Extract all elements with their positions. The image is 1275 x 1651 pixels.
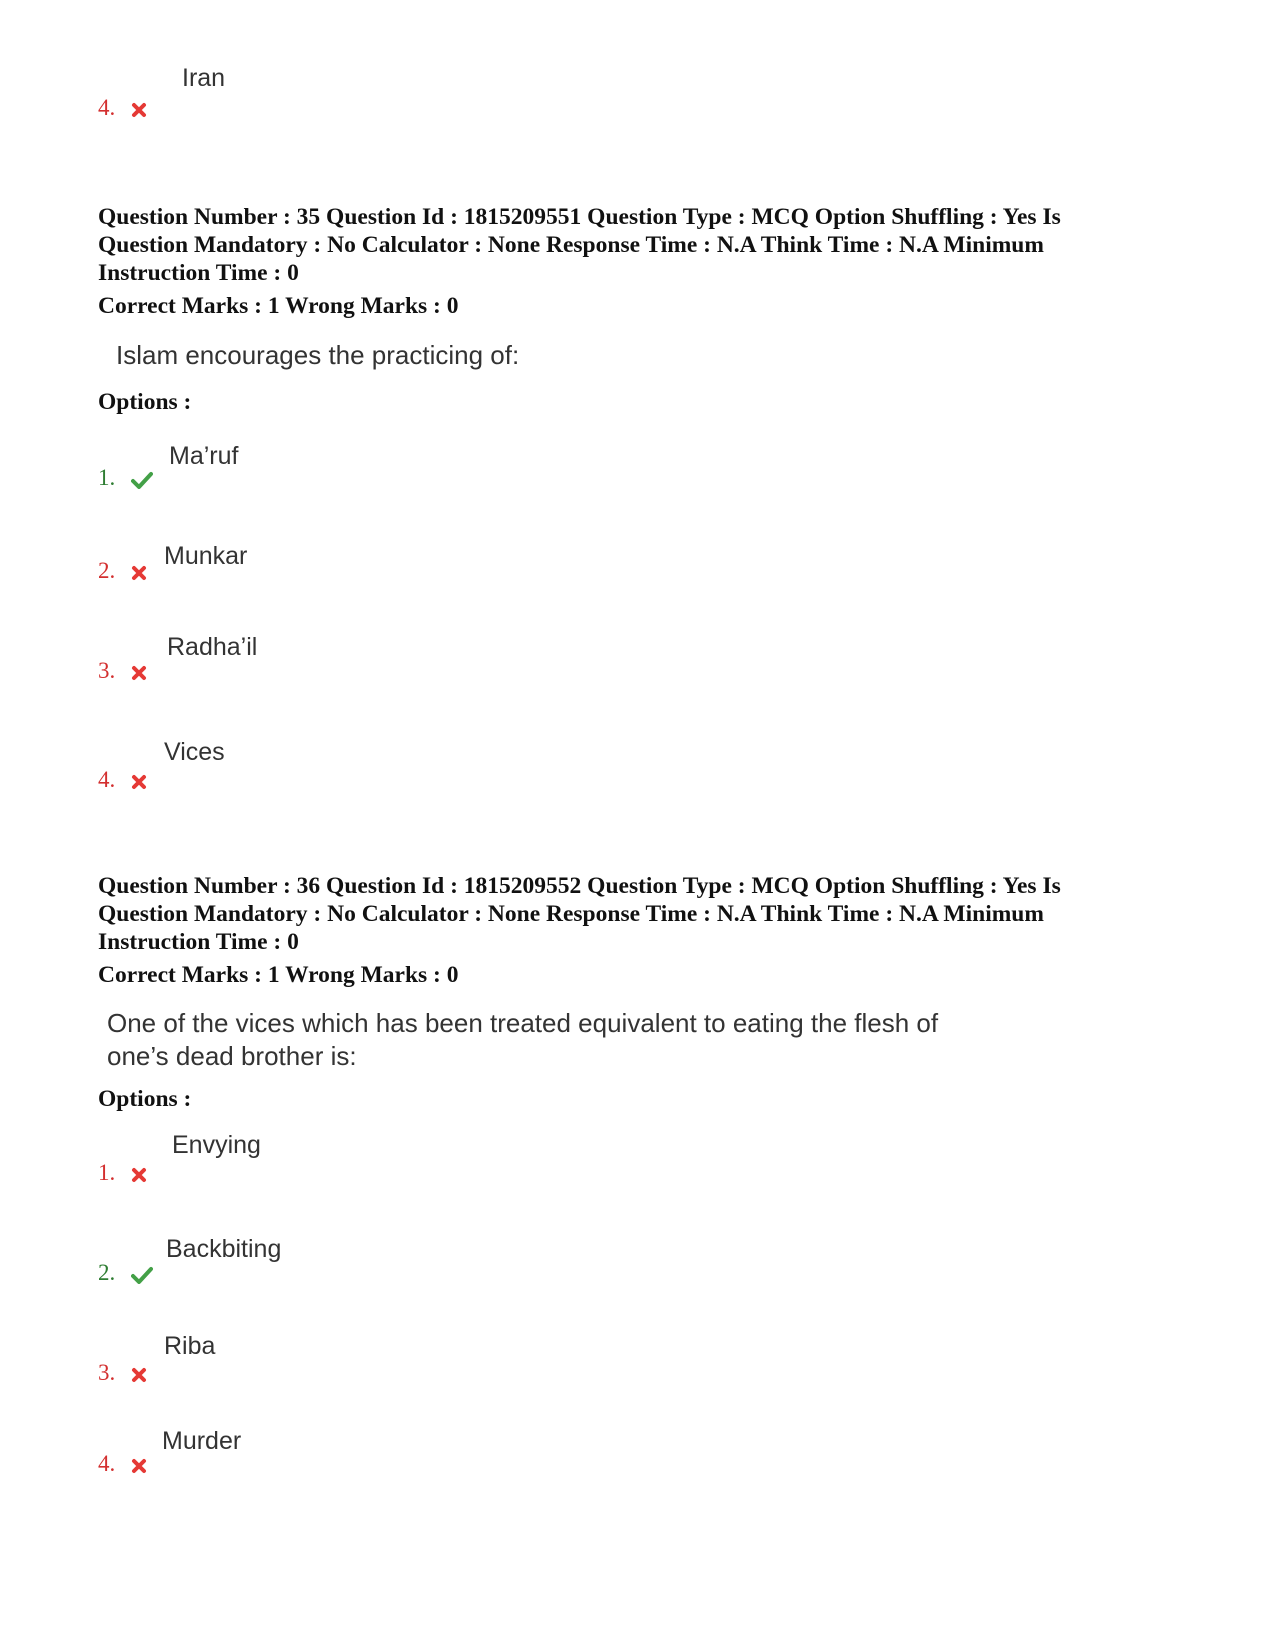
question-36-text <box>107 1007 1167 1073</box>
meta-line: Question Number : 36 Question Id : 1815209552 Question Type : MCQ Option Shuffling : Yes Is <box>98 873 1061 899</box>
option-text: Radha’il <box>167 633 258 661</box>
options-title: Options : <box>98 389 192 415</box>
question-36-meta <box>98 872 1178 956</box>
question-line: one’s dead brother is: <box>107 1041 357 1071</box>
option-row <box>98 95 147 121</box>
option-text: Murder <box>162 1427 242 1455</box>
option-row <box>98 1260 153 1286</box>
option-row <box>98 1451 147 1477</box>
wrong-x-icon <box>131 565 147 581</box>
option-number: 2. <box>98 558 116 583</box>
option-number: 4. <box>98 767 116 792</box>
option-text: Vices <box>164 738 225 766</box>
question-35-marks: Correct Marks : 1 Wrong Marks : 0 <box>98 293 459 319</box>
meta-line: Question Mandatory : No Calculator : None Response Time : N.A Think Time : N.A Minimum <box>98 232 1044 258</box>
wrong-x-icon <box>131 774 147 790</box>
option-row <box>98 658 147 684</box>
question-36-marks: Correct Marks : 1 Wrong Marks : 0 <box>98 962 459 988</box>
option-number: 1. <box>98 465 116 490</box>
wrong-x-icon <box>131 102 147 118</box>
option-text: Iran <box>182 64 226 92</box>
option-number: 4. <box>98 1451 116 1476</box>
question-35-meta <box>98 203 1178 287</box>
question-35-text: Islam encourages the practicing of: <box>116 340 520 370</box>
meta-line: Question Mandatory : No Calculator : None Response Time : N.A Think Time : N.A Minimum <box>98 901 1044 927</box>
option-text: Backbiting <box>166 1235 282 1263</box>
option-text: Munkar <box>164 542 248 570</box>
correct-check-icon <box>131 471 153 489</box>
option-row <box>98 558 147 584</box>
wrong-x-icon <box>131 1167 147 1183</box>
question-line: One of the vices which has been treated equivalent to eating the flesh of <box>107 1008 939 1038</box>
option-text: Riba <box>164 1332 216 1360</box>
meta-line: Question Number : 35 Question Id : 1815209551 Question Type : MCQ Option Shuffling : Yes Is <box>98 204 1061 230</box>
meta-line: Instruction Time : 0 <box>98 929 299 955</box>
wrong-x-icon <box>131 1367 147 1383</box>
option-number: 3. <box>98 658 116 683</box>
option-row <box>98 465 153 491</box>
option-number: 2. <box>98 1260 116 1285</box>
option-number: 1. <box>98 1160 116 1185</box>
meta-line: Instruction Time : 0 <box>98 260 299 286</box>
options-title: Options : <box>98 1086 192 1112</box>
option-text: Envying <box>172 1131 261 1159</box>
option-row <box>98 767 147 793</box>
correct-check-icon <box>131 1266 153 1284</box>
option-number: 4. <box>98 95 116 120</box>
option-text: Ma’ruf <box>169 442 239 470</box>
wrong-x-icon <box>131 1458 147 1474</box>
option-row <box>98 1160 147 1186</box>
option-number: 3. <box>98 1360 116 1385</box>
wrong-x-icon <box>131 665 147 681</box>
option-row <box>98 1360 147 1386</box>
